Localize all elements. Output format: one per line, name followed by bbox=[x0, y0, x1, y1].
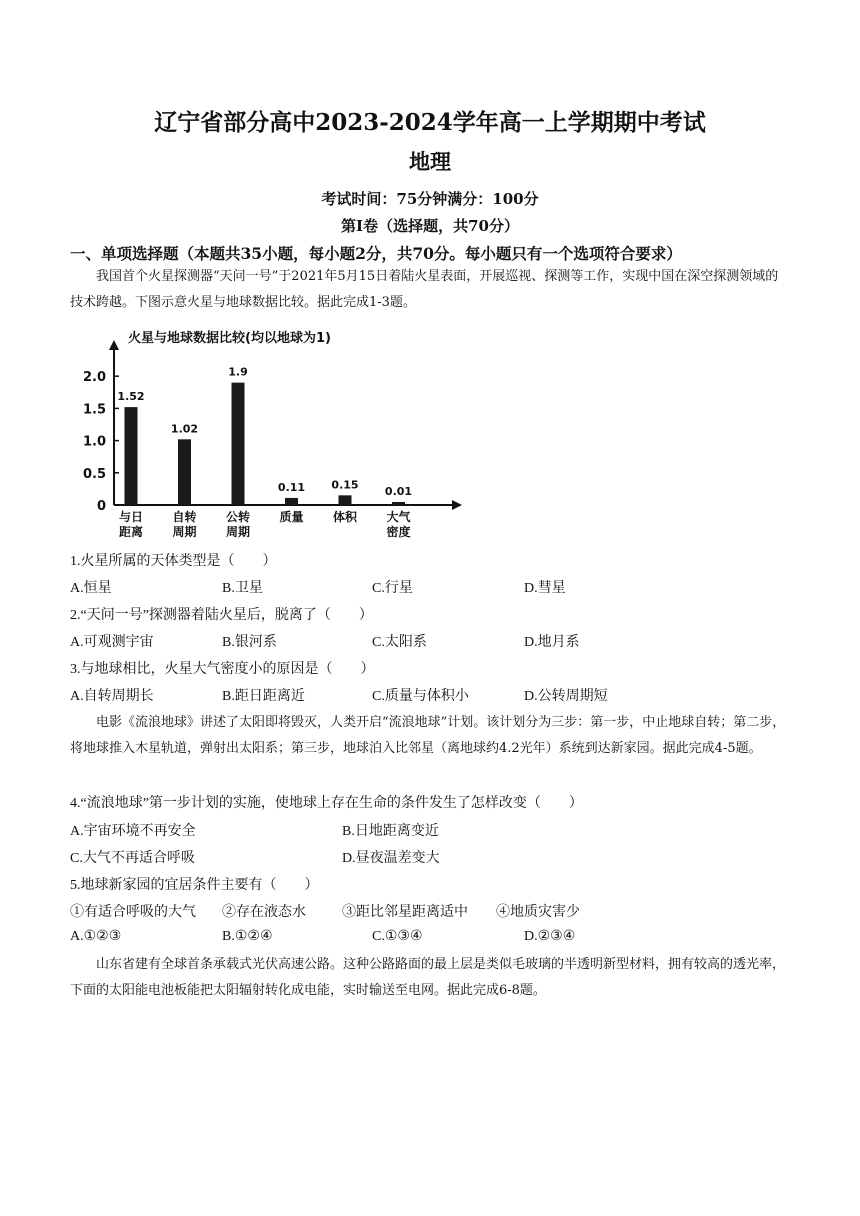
question-4-option-d: D.昼夜温差变大 bbox=[342, 851, 440, 866]
question-2-option-d: D.地月系 bbox=[524, 635, 580, 650]
bar-value-label: 0.01 bbox=[384, 485, 413, 498]
category-label: 密度 bbox=[386, 525, 411, 539]
question-3-option-a: A.自转周期长 bbox=[70, 689, 154, 704]
question-5-item-2: ②存在液态水 bbox=[222, 905, 306, 920]
bar-value-label: 0.15 bbox=[331, 478, 359, 492]
question-5-option-b: B.①②④ bbox=[222, 929, 273, 944]
question-2-stem: 2.“天问一号”探测器着陆火星后，脱离了（ ） bbox=[70, 608, 373, 623]
category-label: 大气 bbox=[386, 510, 411, 524]
category-label: 距离 bbox=[118, 525, 144, 539]
question-4-stem: 4.“流浪地球”第一步计划的实施，使地球上存在生命的条件发生了怎样改变（ ） bbox=[70, 796, 583, 811]
exam-title: 辽宁省部分高中2023-2024学年高一上学期期中考试 bbox=[154, 109, 706, 136]
category-label: 周期 bbox=[225, 525, 251, 539]
question-5-option-a: A.①②③ bbox=[70, 929, 122, 944]
question-1-option-c: C.行星 bbox=[372, 581, 413, 596]
bar bbox=[339, 495, 352, 505]
question-1-option-a: A.恒星 bbox=[70, 581, 112, 596]
question-2-option-b: B.银河系 bbox=[222, 635, 277, 650]
subject-title: 地理 bbox=[409, 149, 451, 174]
y-tick-label: 0 bbox=[96, 499, 106, 514]
bar-value-label: 1.02 bbox=[170, 422, 199, 436]
category-label: 自转 bbox=[172, 510, 197, 524]
question-2-option-a: A.可观测宇宙 bbox=[70, 635, 154, 650]
category-label: 质量 bbox=[279, 510, 304, 524]
question-1-option-b: B.卫星 bbox=[222, 581, 263, 596]
category-label: 与日 bbox=[118, 510, 144, 524]
question-1-option-d: D.彗星 bbox=[524, 581, 566, 596]
bar bbox=[178, 439, 191, 505]
y-tick-label: 1.5 bbox=[82, 402, 106, 418]
section-heading: 一、单项选择题（本题共35小题，每小题2分，共70分。每小题只有一个选项符合要求） bbox=[70, 244, 682, 263]
question-5-item-1: ①有适合呼吸的大气 bbox=[70, 905, 196, 920]
category-label: 周期 bbox=[172, 525, 197, 539]
question-5-item-4: ④地质灾害少 bbox=[496, 905, 580, 920]
question-2-option-c: C.太阳系 bbox=[372, 635, 427, 650]
chart-title: 火星与地球数据比较(均以地球为1) bbox=[128, 331, 331, 346]
bar bbox=[392, 502, 405, 505]
exam-meta: 考试时间：75分钟满分：100分 bbox=[321, 190, 539, 208]
question-3-stem: 3.与地球相比，火星大气密度小的原因是（ ） bbox=[70, 662, 375, 677]
question-5-item-3: ③距比邻星距离适中 bbox=[342, 905, 468, 920]
question-3-option-c: C.质量与体积小 bbox=[372, 689, 469, 704]
question-4-option-a: A.宇宙环境不再安全 bbox=[70, 824, 196, 839]
y-tick-label: 1.0 bbox=[82, 434, 106, 450]
bar-value-label: 1.52 bbox=[117, 390, 145, 404]
bar-value-label: 0.11 bbox=[277, 480, 306, 494]
passage-1: 我国首个火星探测器“天问一号”于2021年5月15日着陆火星表面，开展巡视、探测等工作，实现中国在深空探测领域的技术跨越。下图示意火星与地球数据比较。据此完成1-3题。 bbox=[70, 269, 779, 310]
passage-2: 电影《流浪地球》讲述了太阳即将毁灭，人类开启“流浪地球”计划。该计划分为三步：第一步，中止地球自转；第二步，将地球推入木星轨道，弹射出太阳系；第三步，地球泊入比邻星（离地球约4.2光年）系统到达新家园。据此完成4-5题。 bbox=[70, 715, 786, 756]
y-tick-label: 2.0 bbox=[82, 370, 106, 386]
x-axis-arrow bbox=[452, 500, 462, 510]
bar-value-label: 1.9 bbox=[228, 365, 248, 379]
question-1-stem: 1.火星所属的天体类型是（ ） bbox=[70, 554, 277, 569]
question-5-stem: 5.地球新家园的宜居条件主要有（ ） bbox=[70, 878, 319, 893]
chart-bars bbox=[117, 366, 412, 539]
category-label: 体积 bbox=[332, 510, 358, 524]
question-3-option-d: D.公转周期短 bbox=[524, 689, 608, 704]
mars-earth-bar-chart bbox=[70, 322, 470, 540]
bar bbox=[285, 498, 298, 505]
category-label: 公转 bbox=[225, 510, 251, 524]
question-4-option-c: C.大气不再适合呼吸 bbox=[70, 851, 195, 866]
passage-3: 山东省建有全球首条承载式光伏高速公路。这种公路路面的最上层是类似毛玻璃的半透明新型材料，拥有较高的透光率，下面的太阳能电池板能把太阳辐射转化成电能，实时输送至电网。据此完成6-8题。 bbox=[70, 957, 786, 998]
y-axis-arrow bbox=[109, 340, 119, 350]
bar bbox=[125, 407, 138, 505]
y-tick-label: 0.5 bbox=[82, 466, 106, 482]
question-5-option-c: C.①③④ bbox=[372, 929, 423, 944]
question-5-option-d: D.②③④ bbox=[524, 929, 576, 944]
part-heading: 第Ⅰ卷（选择题，共70分） bbox=[341, 217, 519, 235]
bar bbox=[232, 383, 245, 505]
question-4-option-b: B.日地距离变近 bbox=[342, 824, 439, 839]
question-3-option-b: B.距日距离近 bbox=[222, 689, 305, 704]
